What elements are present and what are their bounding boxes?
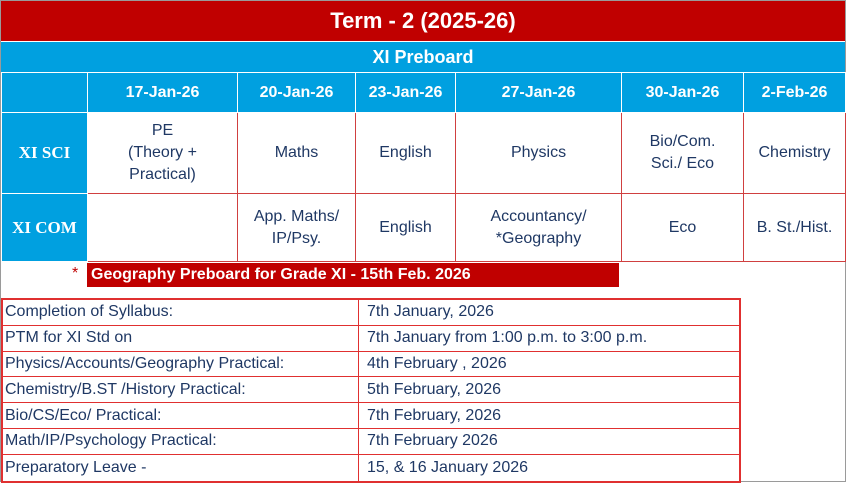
page-title: Term - 2 (2025-26)	[1, 1, 845, 41]
info-table	[1, 298, 741, 483]
schedule-table	[1, 72, 846, 262]
subject-cell: Chemistry	[744, 113, 846, 194]
date-header-row	[2, 73, 846, 113]
info-row	[3, 455, 739, 481]
subject-cell: Eco	[622, 194, 744, 262]
info-value: 7th January, 2026	[367, 303, 494, 321]
info-row	[3, 403, 739, 429]
info-value: 4th February , 2026	[367, 354, 507, 372]
subject-cell: App. Maths/ IP/Psy.	[238, 194, 356, 262]
subject-cell: English	[356, 113, 456, 194]
info-row	[3, 429, 739, 455]
corner-cell	[2, 73, 88, 113]
info-label: Completion of Syllabus:	[3, 300, 359, 325]
info-row	[3, 326, 739, 352]
subject-cell	[88, 194, 238, 262]
info-value: 15, & 16 January 2026	[367, 458, 529, 476]
info-label: Bio/CS/Eco/ Practical:	[3, 403, 359, 428]
row-label-xi-sci: XI SCI	[2, 113, 88, 194]
subject-cell: English	[356, 194, 456, 262]
info-label: PTM for XI Std on	[3, 326, 359, 351]
info-value: 5th February, 2026	[367, 380, 502, 398]
info-label: Preparatory Leave -	[3, 455, 359, 481]
info-row	[3, 300, 739, 326]
subject-cell: Bio/Com. Sci./ Eco	[622, 113, 744, 194]
date-header: 2-Feb-26	[744, 73, 846, 113]
date-header: 17-Jan-26	[88, 73, 238, 113]
geography-note: Geography Preboard for Grade XI - 15th Feb. 2026	[87, 263, 619, 287]
date-header: 20-Jan-26	[238, 73, 356, 113]
info-value: 7th February, 2026	[367, 406, 502, 424]
info-label: Physics/Accounts/Geography Practical:	[3, 352, 359, 377]
xi-sci-row	[2, 113, 846, 194]
info-label: Math/IP/Psychology Practical:	[3, 429, 359, 454]
date-header: 23-Jan-26	[356, 73, 456, 113]
subject-cell: Maths	[238, 113, 356, 194]
subject-cell: PE (Theory + Practical)	[88, 113, 238, 194]
section-subtitle: XI Preboard	[1, 41, 845, 73]
note-asterisk: *	[72, 265, 79, 282]
info-row	[3, 352, 739, 378]
date-header: 27-Jan-26	[456, 73, 622, 113]
xi-com-row	[2, 194, 846, 262]
info-row	[3, 377, 739, 403]
subject-cell: Accountancy/ *Geography	[456, 194, 622, 262]
date-header: 30-Jan-26	[622, 73, 744, 113]
info-value: 7th January from 1:00 p.m. to 3:00 p.m.	[367, 329, 648, 347]
info-label: Chemistry/B.ST /History Practical:	[3, 377, 359, 402]
row-label-xi-com: XI COM	[2, 194, 88, 262]
info-value: 7th February 2026	[367, 432, 498, 450]
subject-cell: B. St./Hist.	[744, 194, 846, 262]
subject-cell: Physics	[456, 113, 622, 194]
